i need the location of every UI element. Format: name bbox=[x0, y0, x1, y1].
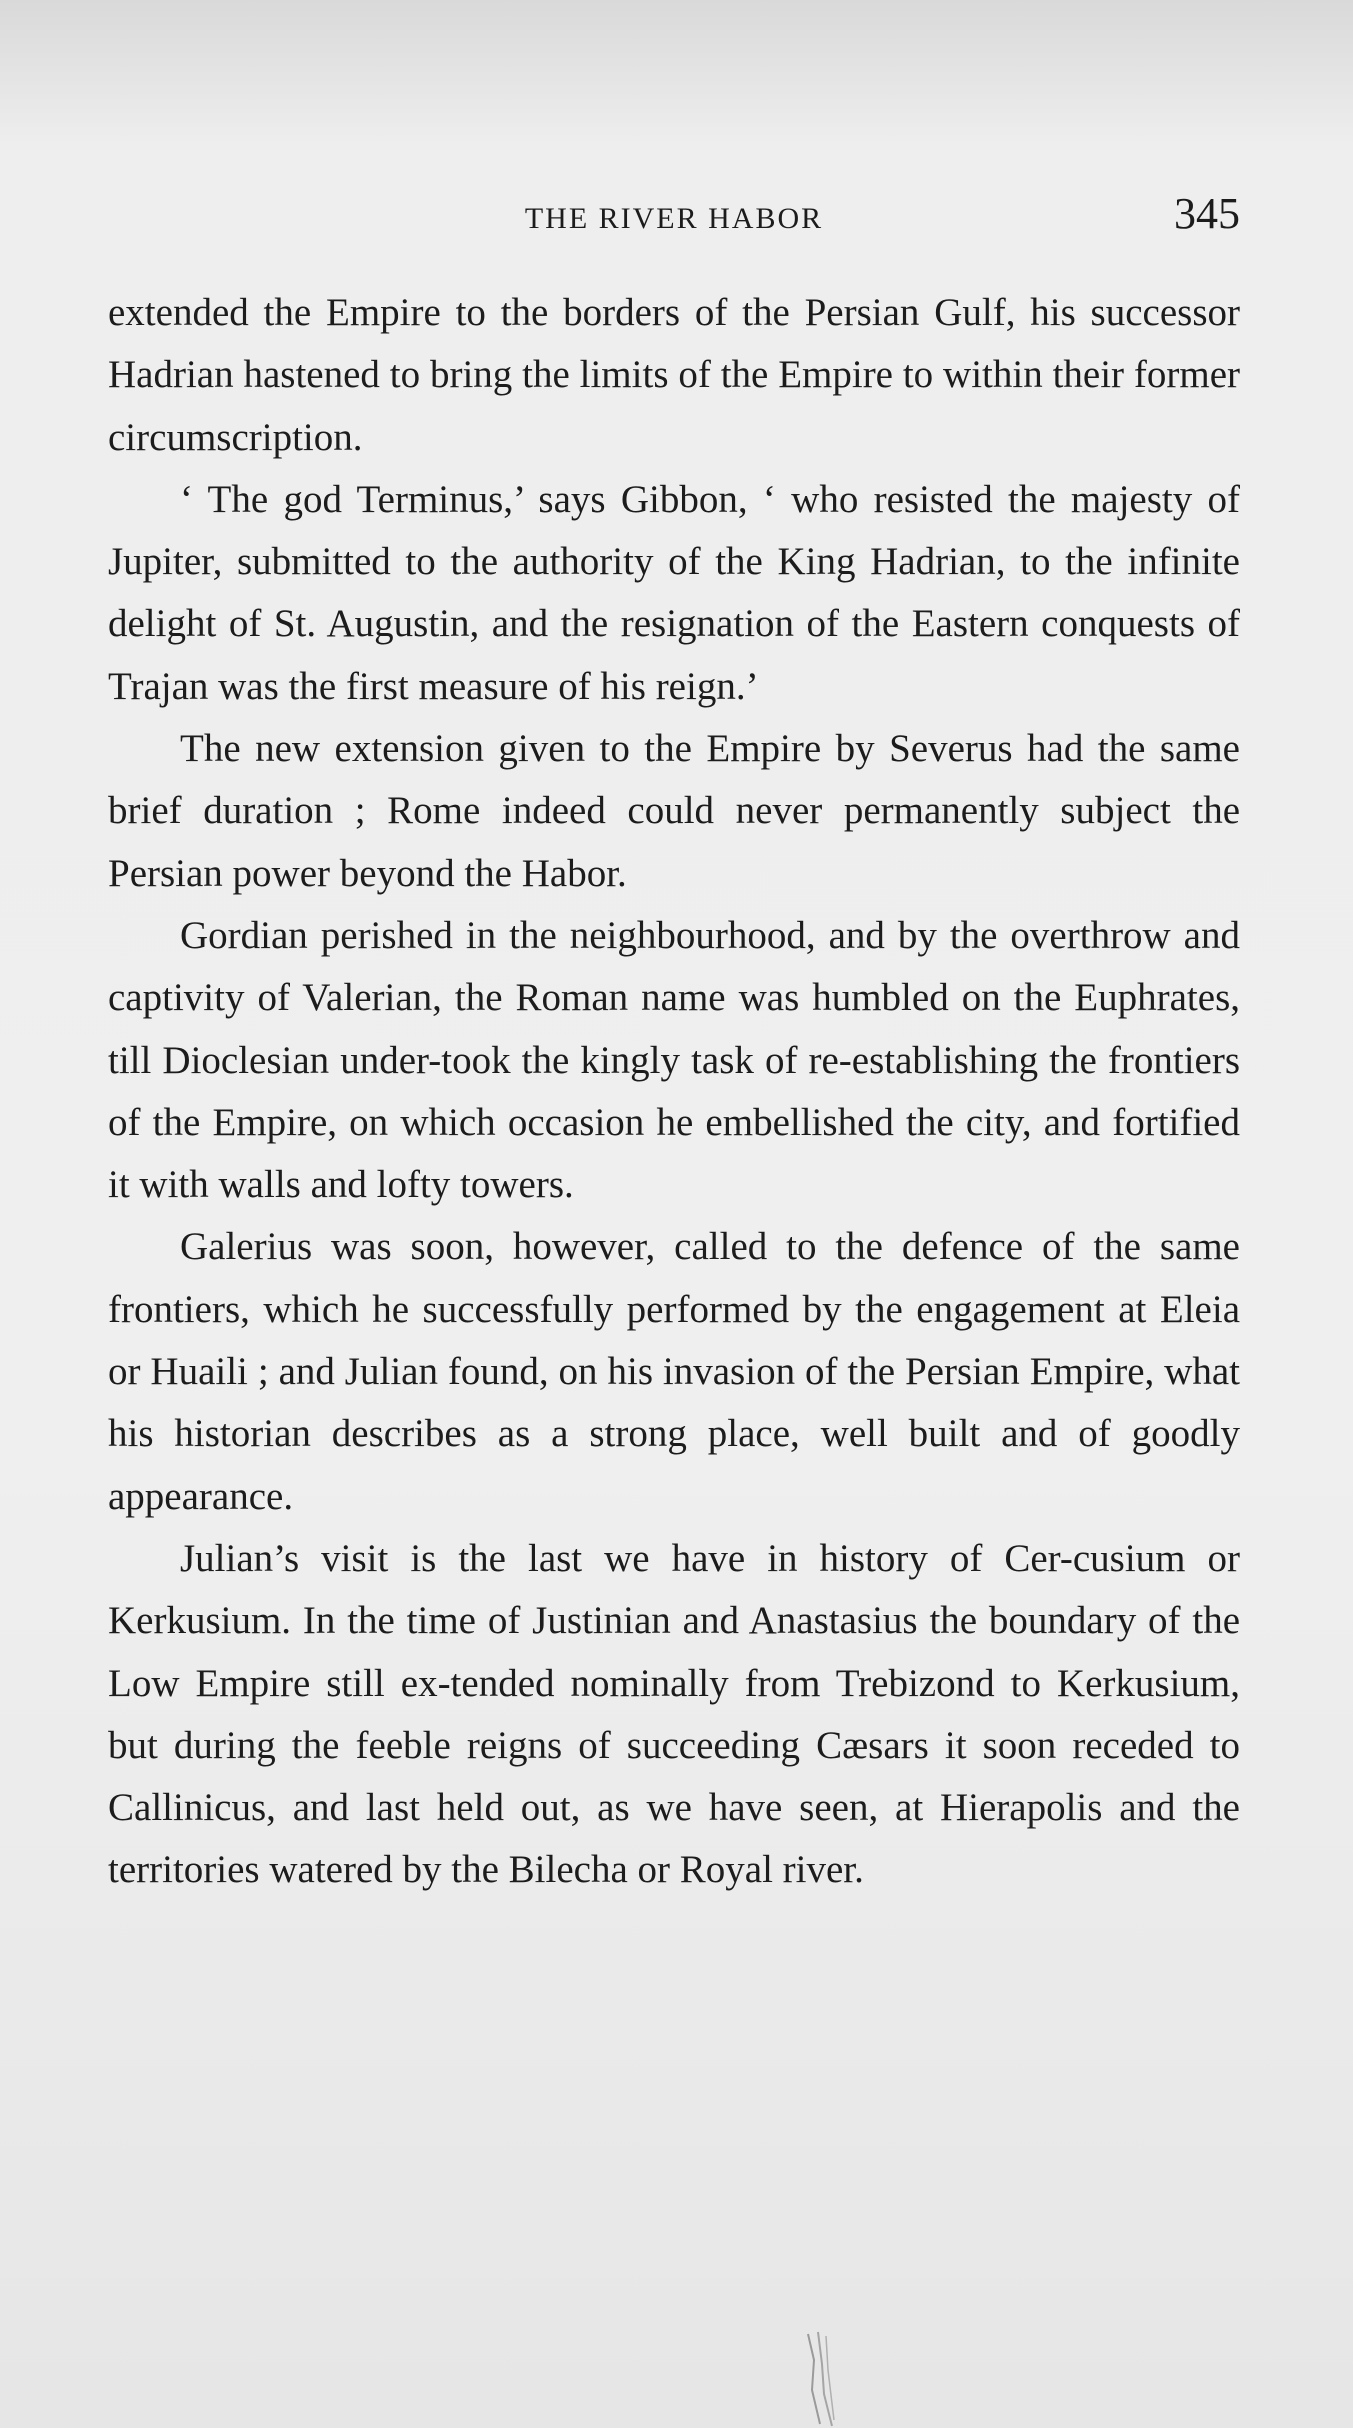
running-title: THE RIVER HABOR bbox=[524, 202, 824, 235]
printer-flourish-mark bbox=[800, 2330, 840, 2428]
page-number: 345 bbox=[1174, 189, 1240, 238]
body-text bbox=[108, 282, 1240, 1902]
paragraph-gibbon-quote: ‘ The god Terminus,’ says Gibbon, ‘ who resisted the majesty of Jupiter, submitted to the authority of the King Hadrian, to the infinite delight of St. Augustin, and the resignation of the Eastern conquests of Trajan was the first measure of his reign.’ bbox=[108, 477, 1240, 708]
running-head bbox=[108, 188, 1240, 248]
paragraph-galerius: Galerius was soon, however, called to the defence of the same frontiers, which he successfully performed by the engagement at Eleia or Huaili ; and Julian found, on his invasion of the Persian Empire, what his historian describes as a strong place, well built and of goodly appearance. bbox=[108, 1225, 1240, 1518]
paragraph-gordian: Gordian perished in the neighbourhood, and by the overthrow and captivity of Valerian, the Roman name was humbled on the Euphrates, till Dioclesian under-took the kingly task of re-establishing the frontiers of the Empire, on which occasion he embellished the city, and fortified it with walls and lofty towers. bbox=[108, 913, 1240, 1207]
paragraph-continuation: extended the Empire to the borders of the Persian Gulf, his successor Hadrian hastened to bring the limits of the Empire to within their former circumscription. bbox=[108, 291, 1240, 459]
paragraph-julian: Julian’s visit is the last we have in history of Cer-cusium or Kerkusium. In the time of Justinian and Anastasius the boundary of the Low Empire still ex-tended nominally from Trebizond to Kerkusium, but during the feeble reigns of succeeding Cæsars it soon receded to Callinicus, and last held out, as we have seen, at Hierapolis and the territories watered by the Bilecha or Royal river. bbox=[108, 1536, 1240, 1892]
paragraph-severus: The new extension given to the Empire by Severus had the same brief duration ; Rome indeed could never permanently subject the Persian power beyond the Habor. bbox=[108, 727, 1240, 895]
